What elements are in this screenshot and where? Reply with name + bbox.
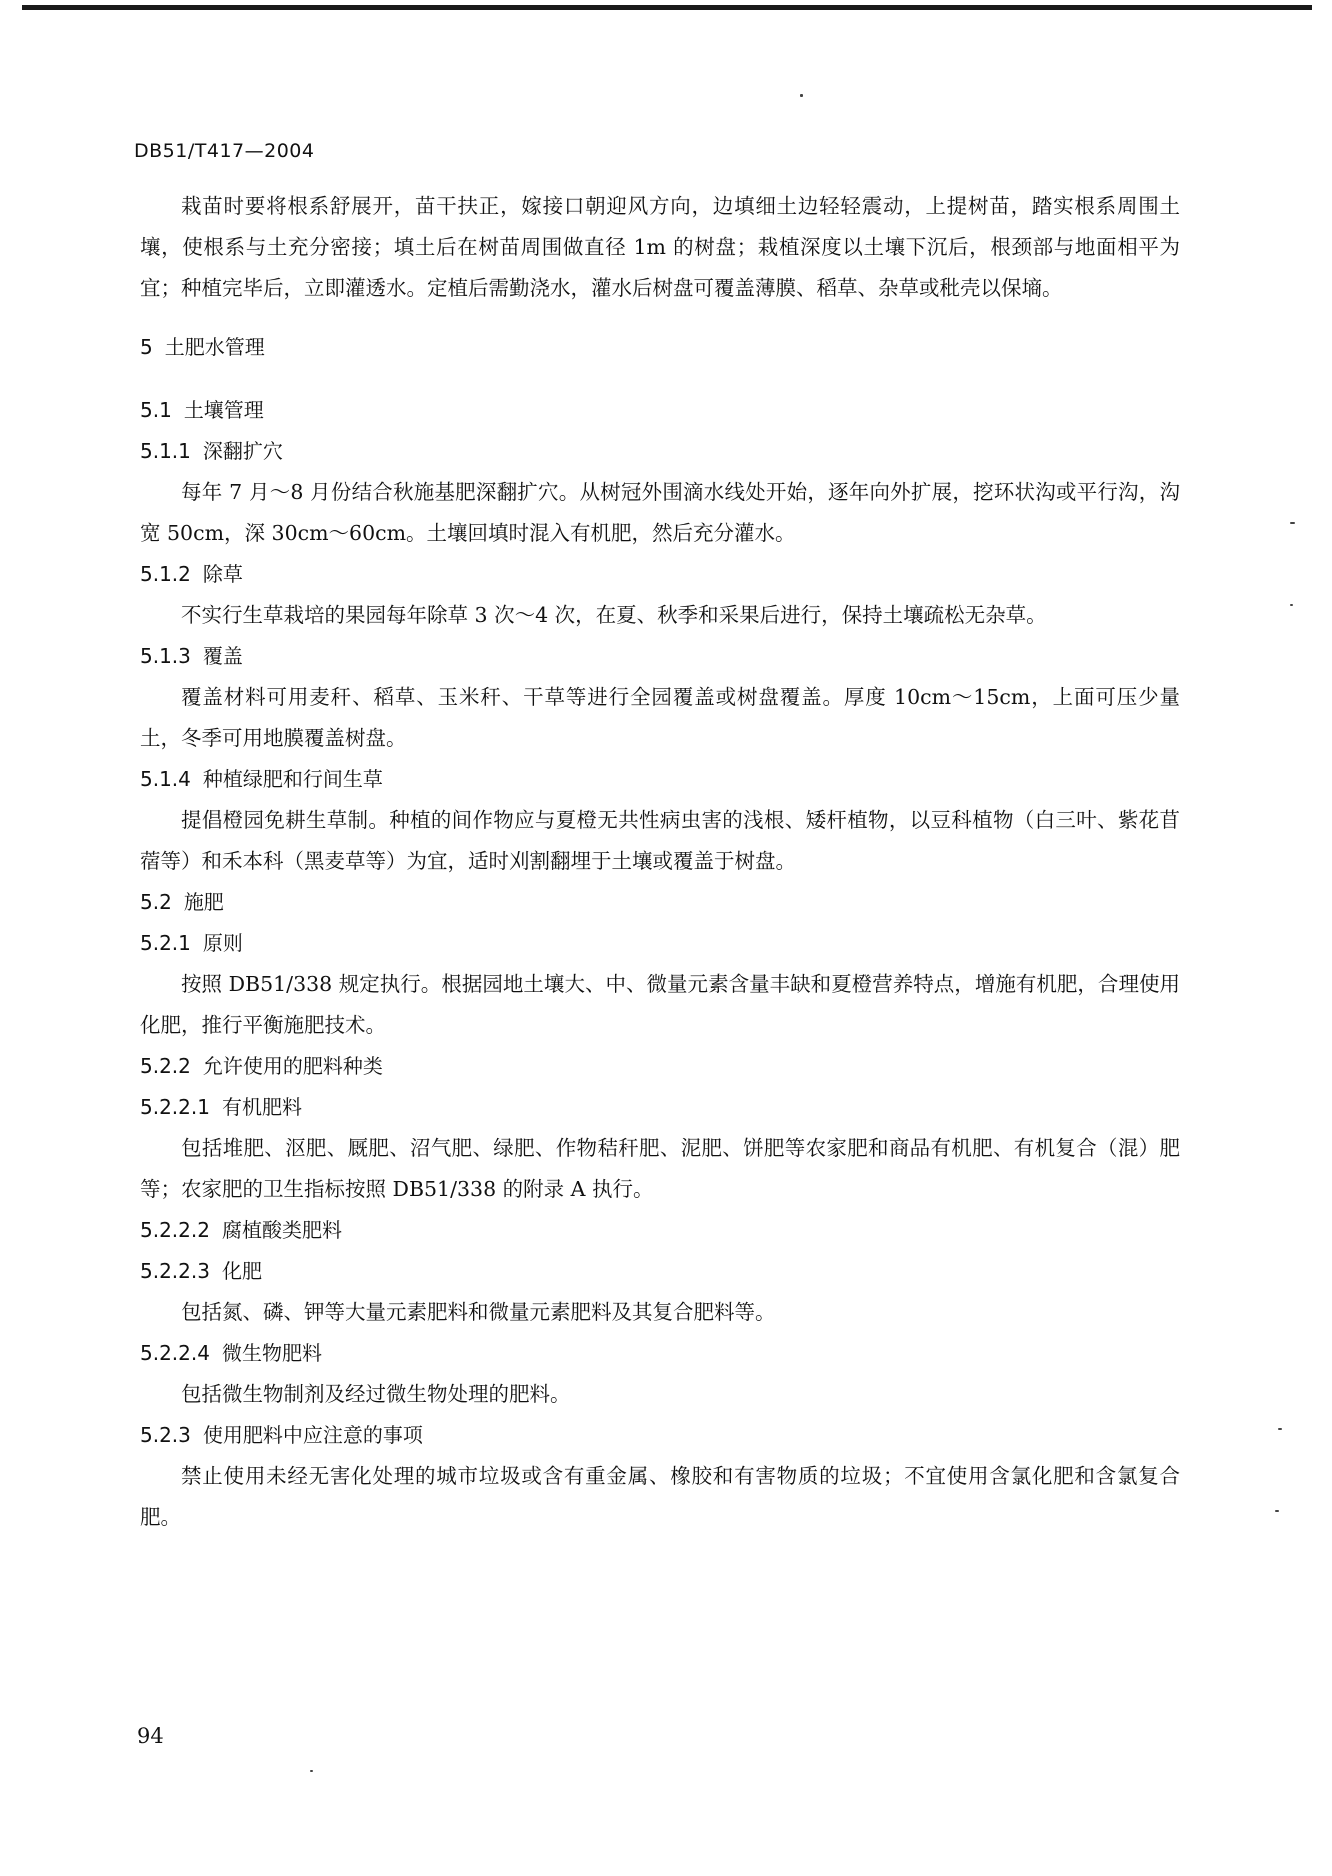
section-number: 5.2.2.2 (140, 1218, 210, 1242)
clause-heading (140, 923, 1180, 964)
section-title: 微生物肥料 (221, 1341, 322, 1365)
section-title: 深翻扩穴 (202, 439, 283, 463)
paragraph: 覆盖材料可用麦秆、稻草、玉米秆、干草等进行全园覆盖或树盘覆盖。厚度 10cm～15cm，上面可压少量土，冬季可用地膜覆盖树盘。 (140, 685, 1180, 750)
section-title: 除草 (202, 562, 243, 586)
paragraph: 不实行生草栽培的果园每年除草 3 次～4 次，在夏、秋季和采果后进行，保持土壤疏松无杂草。 (181, 603, 1047, 627)
scan-speck (1275, 1510, 1279, 1512)
clause-heading (140, 1046, 1180, 1087)
clause-heading (140, 1415, 1180, 1456)
clause-heading (140, 431, 1180, 472)
section-number: 5.2.1 (140, 931, 191, 955)
scan-speck (310, 1770, 313, 1772)
paragraph: 禁止使用未经无害化处理的城市垃圾或含有重金属、橡胶和有害物质的垃圾；不宜使用含氯化肥和含氯复合肥。 (140, 1464, 1180, 1529)
scan-speck (1278, 1428, 1282, 1430)
section-heading (140, 327, 1180, 368)
section-number: 5.1.1 (140, 439, 191, 463)
page-number: 94 (137, 1724, 164, 1748)
clause-heading (140, 636, 1180, 677)
paragraph: 栽苗时要将根系舒展开，苗干扶正，嫁接口朝迎风方向，边填细土边轻轻震动，上提树苗，踏实根系周围土壤，使根系与土充分密接；填土后在树苗周围做直径 1m 的树盘；栽植深度以土壤下沉后，根颈部与地面相平为宜；种植完毕后，立即灌透水。定植后需勤浇水，灌水后树盘可覆盖薄膜、稻草、杂草或秕壳以保墒。 (140, 194, 1180, 300)
section-title: 化肥 (221, 1259, 262, 1283)
section-number: 5 (140, 335, 153, 359)
section-title: 土壤管理 (183, 398, 264, 422)
section-number: 5.2.2.4 (140, 1341, 210, 1365)
section-title: 腐植酸类肥料 (221, 1218, 342, 1242)
section-title: 种植绿肥和行间生草 (202, 767, 383, 791)
section-number: 5.2 (140, 890, 172, 914)
section-number: 5.1.3 (140, 644, 191, 668)
scan-speck (1290, 604, 1293, 606)
section-number: 5.1.2 (140, 562, 191, 586)
subsection-heading (140, 882, 1180, 923)
section-number: 5.2.2.3 (140, 1259, 210, 1283)
paragraph: 包括微生物制剂及经过微生物处理的肥料。 (181, 1382, 571, 1406)
clause-heading (140, 759, 1180, 800)
scan-speck (800, 94, 803, 97)
clause-heading (140, 1251, 1180, 1292)
section-title: 原则 (202, 931, 243, 955)
paragraph: 包括氮、磷、钾等大量元素肥料和微量元素肥料及其复合肥料等。 (181, 1300, 776, 1324)
top-rule (22, 5, 1312, 10)
section-title: 覆盖 (202, 644, 243, 668)
section-number: 5.1.4 (140, 767, 191, 791)
section-number: 5.2.2.1 (140, 1095, 210, 1119)
clause-heading (140, 1087, 1180, 1128)
section-title: 施肥 (183, 890, 224, 914)
subsection-heading (140, 390, 1180, 431)
section-title: 允许使用的肥料种类 (202, 1054, 383, 1078)
document-body (140, 186, 1180, 1538)
section-title: 土肥水管理 (164, 335, 265, 359)
document-code: DB51/T417—2004 (134, 140, 315, 162)
scan-speck (1290, 522, 1295, 524)
paragraph: 按照 DB51/338 规定执行。根据园地土壤大、中、微量元素含量丰缺和夏橙营养特点，增施有机肥，合理使用化肥，推行平衡施肥技术。 (140, 972, 1180, 1037)
section-title: 使用肥料中应注意的事项 (202, 1423, 423, 1447)
clause-heading (140, 1210, 1180, 1251)
section-number: 5.2.3 (140, 1423, 191, 1447)
section-title: 有机肥料 (221, 1095, 302, 1119)
paragraph: 提倡橙园免耕生草制。种植的间作物应与夏橙无共性病虫害的浅根、矮杆植物，以豆科植物（白三叶、紫花苜蓿等）和禾本科（黑麦草等）为宜，适时刈割翻埋于土壤或覆盖于树盘。 (140, 808, 1180, 873)
section-number: 5.1 (140, 398, 172, 422)
paragraph: 包括堆肥、沤肥、厩肥、沼气肥、绿肥、作物秸秆肥、泥肥、饼肥等农家肥和商品有机肥、有机复合（混）肥等；农家肥的卫生指标按照 DB51/338 的附录 A 执行。 (140, 1136, 1180, 1201)
paragraph: 每年 7 月～8 月份结合秋施基肥深翻扩穴。从树冠外围滴水线处开始，逐年向外扩展，挖环状沟或平行沟，沟宽 50cm，深 30cm～60cm。土壤回填时混入有机肥，然后充分灌水。 (140, 480, 1180, 545)
clause-heading (140, 1333, 1180, 1374)
section-number: 5.2.2 (140, 1054, 191, 1078)
clause-heading (140, 554, 1180, 595)
